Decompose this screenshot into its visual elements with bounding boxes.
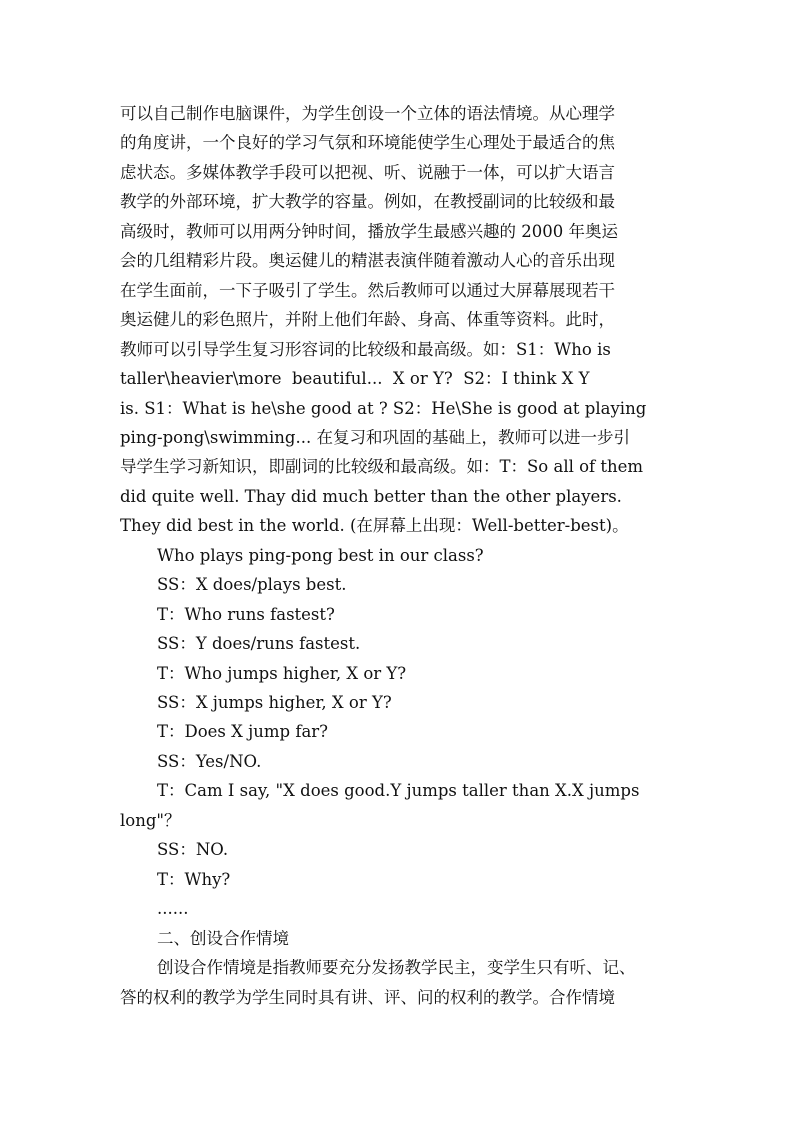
text-line: T：Does X jump far? [157, 722, 329, 741]
text-line: 高级时，教师可以用两分钟时间，播放学生最感兴趣的 2000 年奥运 [120, 222, 618, 241]
text-line: T：Why? [157, 870, 231, 889]
text-line: SS：Yes/NO. [157, 752, 262, 771]
text-line: is. S1：What is he\she good at ? S2：He\She is good at playing [120, 399, 647, 418]
text-line: 导学生学习新知识，即副词的比较级和最高级。如：T：So all of them [120, 457, 644, 476]
text-line: long"？ [120, 811, 181, 830]
text-line: 二、创设合作情境 [157, 929, 289, 948]
text-line: taller\heavier\more beautiful... X or Y? S2：I think X Y [120, 369, 590, 388]
text-line: SS：X jumps higher, X or Y? [157, 693, 392, 712]
text-line: 会的几组精彩片段。奥运健儿的精湛表演伴随着激动人心的音乐出现 [120, 251, 615, 270]
text-line: ping-pong\swimming... 在复习和巩固的基础上，教师可以进一步引 [120, 428, 630, 447]
text-line: did quite well. Thay did much better than the other players. [120, 487, 622, 506]
text-line: 教学的外部环境，扩大教学的容量。例如，在教授副词的比较级和最 [120, 192, 615, 211]
text-line: T：Who jumps higher, X or Y? [157, 664, 407, 683]
text-line: Who plays ping-pong best in our class? [157, 546, 484, 565]
text-line: 教师可以引导学生复习形容词的比较级和最高级。如：S1：Who is [120, 340, 611, 359]
text-line: 奥运健儿的彩色照片，并附上他们年龄、身高、体重等资料。此时， [120, 310, 615, 329]
text-line: T：Cam I say, "X does good.Y jumps taller than X.X jumps [157, 781, 640, 800]
text-line: 在学生面前，一下子吸引了学生。然后教师可以通过大屏幕展现若干 [120, 281, 615, 300]
text-line: SS：NO. [157, 840, 229, 859]
text-line: 创设合作情境是指教师要充分发扬教学民主，变学生只有听、记、 [157, 958, 636, 977]
text-line: 虑状态。多媒体教学手段可以把视、听、说融于一体，可以扩大语言 [120, 163, 615, 182]
text-line: 的角度讲，一个良好的学习气氛和环境能使学生心理处于最适合的焦 [120, 133, 615, 152]
text-line: SS：X does/plays best. [157, 575, 347, 594]
text-line: They did best in the world. (在屏幕上出现：Well-better-best)。 [120, 516, 629, 535]
text-line: SS：Y does/runs fastest. [157, 634, 361, 653]
text-line: 可以自己制作电脑课件，为学生创设一个立体的语法情境。从心理学 [120, 104, 615, 123]
text-line: T：Who runs fastest? [157, 605, 335, 624]
text-line: ...... [157, 899, 189, 918]
text-line: 答的权利的教学为学生同时具有讲、评、问的权利的教学。合作情境 [120, 988, 615, 1007]
